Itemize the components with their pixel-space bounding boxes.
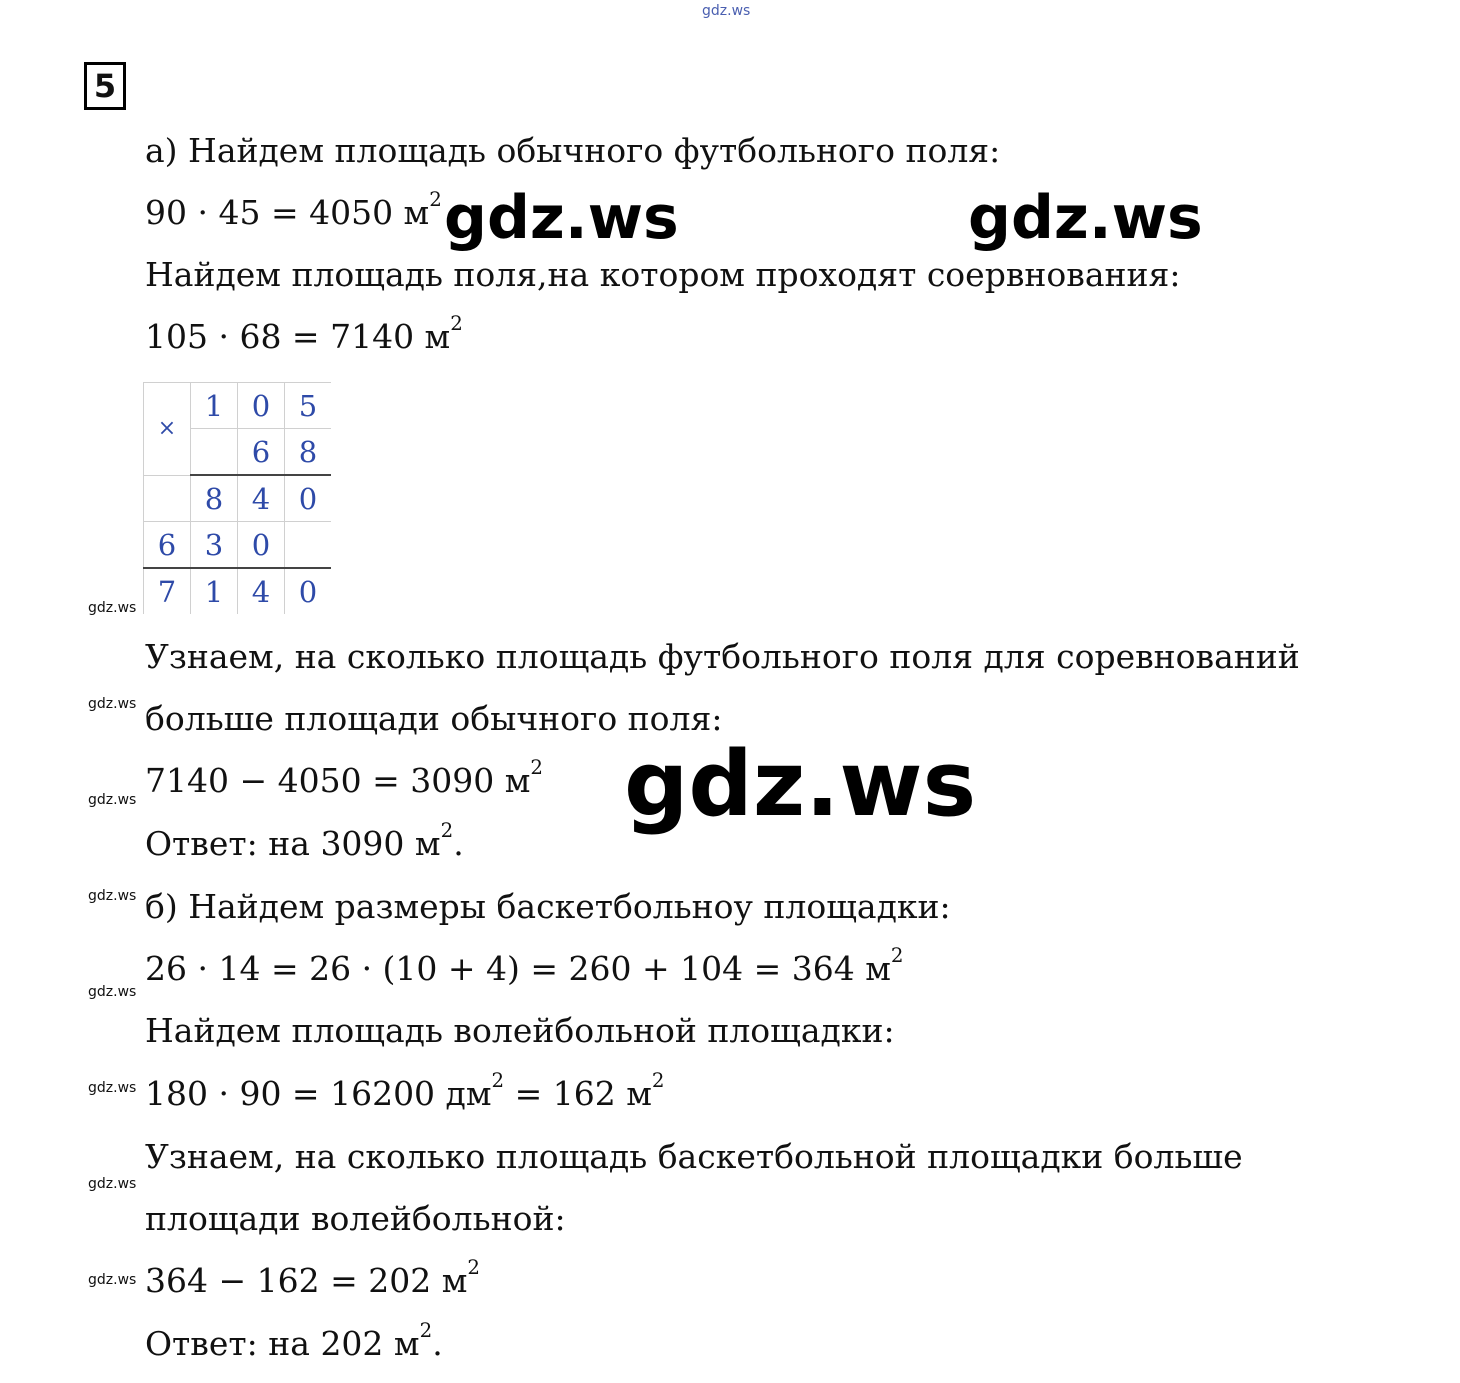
part-a-text-4: больше площади обычного поля:	[145, 699, 723, 738]
part-b-calc-2	[145, 1069, 665, 1113]
multiplication-cell: 1	[191, 568, 238, 614]
watermark-small: gdz.ws	[88, 888, 137, 904]
part-a-calc-3	[145, 756, 543, 800]
multiplication-cell: 0	[285, 568, 332, 614]
watermark-large: gdz.ws	[624, 732, 977, 837]
exponent: 2	[491, 1069, 505, 1093]
watermark-large: gdz.ws	[968, 183, 1203, 253]
part-b-calc-1	[145, 944, 904, 988]
calc-text: = 162 м	[504, 1074, 652, 1113]
multiplication-cell	[191, 429, 238, 476]
answer-text: Ответ: на 3090 м	[145, 824, 441, 863]
multiplication-cell: 0	[238, 522, 285, 569]
exponent: 2	[530, 756, 543, 780]
multiplication-cell: 1	[191, 383, 238, 429]
watermark-small: gdz.ws	[88, 696, 137, 712]
multiplication-cell: 7	[144, 568, 191, 614]
top-watermark: gdz.ws	[702, 3, 751, 19]
part-b-heading: б) Найдем размеры баскетбольноу площадки:	[145, 887, 951, 926]
multiplication-cell: 5	[285, 383, 332, 429]
watermark-small: gdz.ws	[88, 600, 137, 616]
exponent: 2	[429, 188, 442, 212]
period: .	[432, 1324, 443, 1363]
watermark-small: gdz.ws	[88, 984, 137, 1000]
calc-text: 26 · 14 = 26 · (10 + 4) = 260 + 104 = 364 м	[145, 949, 891, 988]
calc-text: 180 · 90 = 16200 дм	[145, 1074, 492, 1113]
multiplication-cell	[144, 475, 191, 522]
calc-text: 364 − 162 = 202 м	[145, 1261, 468, 1300]
multiplication-cell: 4	[238, 475, 285, 522]
part-a-text-2: Найдем площадь поля,на котором проходят соервнования:	[145, 255, 1181, 294]
answer-text: Ответ: на 202 м	[145, 1324, 420, 1363]
multiplication-cell: 4	[238, 568, 285, 614]
part-b-text-4: площади волейбольной:	[145, 1199, 566, 1238]
multiplication-cell: 0	[285, 475, 332, 522]
watermark-small: gdz.ws	[88, 1176, 137, 1192]
part-b-text-3: Узнаем, на сколько площадь баскетбольной площадки больше	[145, 1137, 1243, 1176]
watermark-large: gdz.ws	[444, 183, 679, 253]
multiplication-cell: 8	[191, 475, 238, 522]
multiplication-cell	[285, 522, 332, 569]
exponent: 2	[651, 1069, 665, 1093]
part-a-text-3: Узнаем, на сколько площадь футбольного поля для соревнований	[145, 637, 1300, 676]
calc-text: 90 · 45 = 4050 м	[145, 193, 430, 232]
watermark-small: gdz.ws	[88, 1080, 137, 1096]
column-multiplication	[143, 382, 331, 614]
part-b-text-2: Найдем площадь волейбольной площадки:	[145, 1011, 895, 1050]
exponent: 2	[890, 944, 904, 968]
exponent: 2	[440, 819, 454, 843]
watermark-small: gdz.ws	[88, 792, 137, 808]
multiplication-row	[144, 568, 332, 614]
calc-text: 105 · 68 = 7140 м	[145, 317, 451, 356]
multiplication-row	[144, 475, 332, 522]
exponent: 2	[467, 1256, 480, 1280]
multiplication-cell: ×	[144, 383, 191, 476]
exponent: 2	[450, 312, 463, 336]
part-a-answer	[145, 819, 464, 863]
multiplication-cell: 3	[191, 522, 238, 569]
calc-text: 7140 − 4050 = 3090 м	[145, 761, 531, 800]
part-a-calc-2	[145, 312, 463, 356]
watermark-small: gdz.ws	[88, 1272, 137, 1288]
multiplication-cell: 6	[238, 429, 285, 476]
task-number-box: 5	[84, 62, 126, 110]
multiplication-cell: 6	[144, 522, 191, 569]
part-b-calc-3	[145, 1256, 480, 1300]
multiplication-cell: 8	[285, 429, 332, 476]
exponent: 2	[419, 1319, 433, 1343]
multiplication-cell: 0	[238, 383, 285, 429]
multiplication-row	[144, 383, 332, 429]
period: .	[453, 824, 464, 863]
multiplication-row	[144, 522, 332, 569]
part-a-heading: а) Найдем площадь обычного футбольного поля:	[145, 131, 1001, 170]
part-a-calc-1	[145, 188, 442, 232]
part-b-answer	[145, 1319, 443, 1363]
